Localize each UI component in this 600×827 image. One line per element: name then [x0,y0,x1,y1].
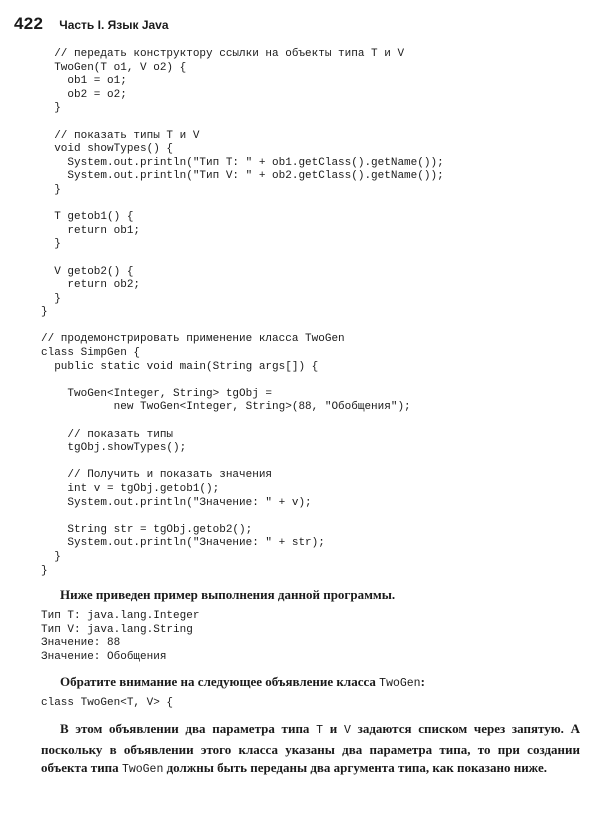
code-line: public static void main(String args[]) { [41,360,319,373]
output-intro-text: Ниже приведен пример выполнения данной программы. [60,587,396,602]
code-line: void showTypes() { [41,143,174,156]
code-line: new TwoGen<Integer, String>(88, "Обобщения"); [41,401,411,414]
code-line: String str = tgObj.getob2(); [41,523,253,536]
declaration-intro-text [41,673,580,694]
code-line: class TwoGen<T, V> { [41,697,174,709]
code-line: Значение: 88 [41,637,121,650]
code-line: TwoGen(T o1, V o2) { [41,61,187,74]
code-line: // Получить и показать значения [41,469,273,482]
declaration-intro-before: Обратите внимание на следующее объявление класса [60,674,380,689]
code-line: Тип V: java.lang.String [41,623,193,636]
inline-code-V: V [343,724,351,737]
code-line: return ob2; [41,279,141,292]
code-line: } [41,306,48,319]
code-line: // передать конструктору ссылки на объекты типа T и V [41,48,405,60]
declaration-intro-after: : [420,674,425,689]
code-line [41,374,444,388]
paragraph-text: и [323,721,344,736]
paragraph-text: задаются списком через запятую. А поскольку в объявлении этого класса указаны два параметра типа, то при создании объекта типа [41,721,581,775]
class-name-inline-code: TwoGen [379,677,421,690]
code-line [41,116,444,130]
running-head: Часть I. Язык Java [59,18,169,32]
code-line: tgObj.showTypes(); [41,442,187,455]
code-line: Тип T: java.lang.Integer [41,610,200,622]
code-line: System.out.println("Значение: " + v); [41,496,312,509]
inline-code-T: T [316,724,324,737]
code-line: // показать типы [41,428,174,441]
code-line: } [41,564,48,577]
code-line: } [41,292,61,305]
code-line [41,252,444,266]
inline-code-TwoGen: TwoGen [121,763,164,776]
code-line [41,415,444,429]
paragraph-text: В этом объявлении два параметра типа [60,721,317,736]
code-line: class SimpGen { [41,347,141,360]
class-declaration-code [41,697,173,711]
code-line: T getob1() { [41,211,134,224]
code-line: } [41,238,61,251]
code-line: // продемонстрировать применение класса TwoGen [41,333,345,346]
code-line: } [41,102,61,115]
code-line: // показать типы T и V [41,129,200,142]
code-line: System.out.println("Тип V: " + ob2.getClass().getName()); [41,170,444,183]
code-line: System.out.println("Значение: " + str); [41,537,325,550]
code-line: Значение: Обобщения [41,650,167,663]
code-line: System.out.println("Тип T: " + ob1.getClass().getName()); [41,156,444,169]
program-output [41,610,199,664]
code-line: return ob1; [41,224,141,237]
paragraph-text: должны быть переданы два аргумента типа, как показано ниже. [163,760,547,775]
code-line: V getob2() { [41,265,134,278]
page-header [14,14,169,38]
code-line [41,320,444,334]
explanation-paragraph [41,720,580,780]
code-line: } [41,550,61,563]
code-line [41,456,444,470]
code-line [41,198,444,212]
code-line: TwoGen<Integer, String> tgObj = [41,387,273,400]
code-line: } [41,183,61,196]
code-line: ob1 = o1; [41,75,127,88]
code-line [41,510,444,524]
code-listing [41,48,444,578]
code-line: int v = tgObj.getob1(); [41,483,220,495]
code-line: ob2 = o2; [41,88,127,101]
page-number: 422 [14,14,44,33]
